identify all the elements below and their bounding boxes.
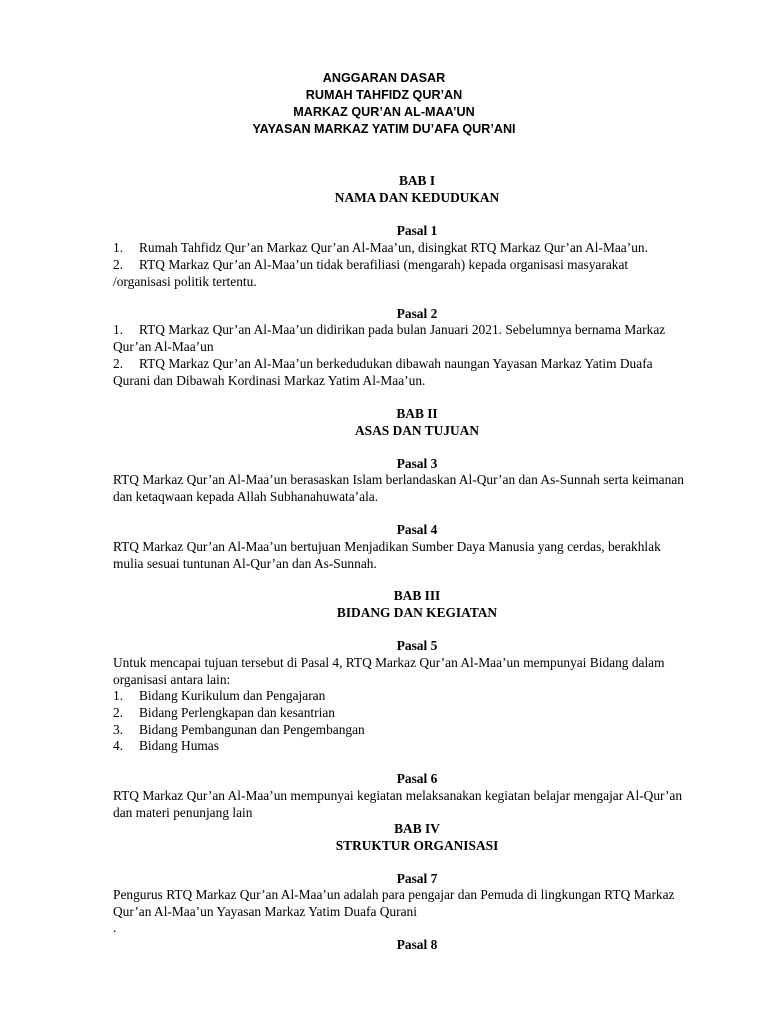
list-number: 3. xyxy=(113,722,124,737)
chapter-subtitle: ASAS DAN TUJUAN xyxy=(354,423,479,438)
paragraph-line: Qurani dan Dibawah Kordinasi Markaz Yatim Al-Maa’un. xyxy=(113,373,426,388)
article-title: Pasal 8 xyxy=(396,937,438,952)
list-number: 1. xyxy=(113,688,124,703)
header-title-line: ANGGARAN DASAR xyxy=(322,71,446,85)
article-title: Pasal 6 xyxy=(396,771,438,786)
list-number: 2. xyxy=(113,356,124,371)
header-title-line: MARKAZ QUR’AN AL-MAA’UN xyxy=(293,105,475,119)
list-text: Bidang Humas xyxy=(139,738,219,753)
list-text: RTQ Markaz Qur’an Al-Maa’un didirikan pada bulan Januari 2021. Sebelumnya bernama Markaz xyxy=(139,322,666,337)
list-item xyxy=(113,722,365,739)
paragraph-line: Untuk mencapai tujuan tersebut di Pasal 4, RTQ Markaz Qur’an Al-Maa’un mempunyai Bidang dalam xyxy=(113,655,665,670)
list-item xyxy=(113,257,628,274)
list-number: 2. xyxy=(113,257,124,272)
paragraph-line: RTQ Markaz Qur’an Al-Maa’un mempunyai kegiatan melaksanakan kegiatan belajar mengajar Al-Qur’an xyxy=(113,788,683,803)
paragraph-line: dan ketaqwaan kepada Allah Subhanahuwata’ala. xyxy=(113,489,379,504)
chapter-title: BAB II xyxy=(396,406,438,421)
article-title: Pasal 1 xyxy=(396,223,438,238)
paragraph-line: Qur’an Al-Maa’un Yayasan Markaz Yatim Duafa Qurani xyxy=(113,904,417,919)
paragraph-line: dan materi penunjang lain xyxy=(113,805,253,820)
list-text: Rumah Tahfidz Qur’an Markaz Qur’an Al-Maa’un, disingkat RTQ Markaz Qur’an Al-Maa’un. xyxy=(139,240,648,255)
chapter-title: BAB III xyxy=(393,588,441,603)
paragraph-line: RTQ Markaz Qur’an Al-Maa’un berasaskan Islam berlandaskan Al-Qur’an dan As-Sunnah serta keimanan xyxy=(113,472,684,487)
article-title: Pasal 2 xyxy=(396,306,438,321)
paragraph-line: organisasi antara lain: xyxy=(113,672,231,687)
chapter-title: BAB I xyxy=(398,173,436,188)
header-title-line: YAYASAN MARKAZ YATIM DU’AFA QUR’ANI xyxy=(252,122,516,136)
list-number: 2. xyxy=(113,705,124,720)
list-text: Bidang Perlengkapan dan kesantrian xyxy=(139,705,335,720)
list-item xyxy=(113,705,335,722)
list-number: 1. xyxy=(113,240,124,255)
list-number: 4. xyxy=(113,738,124,753)
chapter-subtitle: STRUKTUR ORGANISASI xyxy=(335,838,499,853)
header-title-line: RUMAH TAHFIDZ QUR’AN xyxy=(305,88,463,102)
paragraph-line: Pengurus RTQ Markaz Qur’an Al-Maa’un adalah para pengajar dan Pemuda di lingkungan RTQ Markaz xyxy=(113,887,675,902)
list-text: RTQ Markaz Qur’an Al-Maa’un berkedudukan dibawah naungan Yayasan Markaz Yatim Duafa xyxy=(139,356,653,371)
chapter-subtitle: BIDANG DAN KEGIATAN xyxy=(336,605,498,620)
list-item xyxy=(113,688,325,705)
document-header xyxy=(0,70,768,138)
chapter-subtitle: NAMA DAN KEDUDUKAN xyxy=(334,190,500,205)
paragraph-line: mulia sesuai tuntunan Al-Qur’an dan As-Sunnah. xyxy=(113,556,377,571)
paragraph-line: . xyxy=(113,920,117,935)
list-item xyxy=(113,240,648,257)
chapter-title: BAB IV xyxy=(394,821,440,836)
list-text: RTQ Markaz Qur’an Al-Maa’un tidak berafiliasi (mengarah) kepada organisasi masyarakat xyxy=(139,257,629,272)
article-title: Pasal 4 xyxy=(396,522,438,537)
paragraph-line: RTQ Markaz Qur’an Al-Maa’un bertujuan Menjadikan Sumber Daya Manusia yang cerdas, berakhlak xyxy=(113,539,661,554)
list-item xyxy=(113,322,665,339)
list-item xyxy=(113,356,653,373)
paragraph-line: /organisasi politik tertentu. xyxy=(113,274,257,289)
list-text: Bidang Kurikulum dan Pengajaran xyxy=(139,688,326,703)
paragraph-line: Qur’an Al-Maa’un xyxy=(113,339,214,354)
list-number: 1. xyxy=(113,322,124,337)
list-item xyxy=(113,738,219,755)
list-text: Bidang Pembangunan dan Pengembangan xyxy=(139,722,365,737)
article-title: Pasal 5 xyxy=(396,638,438,653)
article-title: Pasal 7 xyxy=(396,871,438,886)
article-title: Pasal 3 xyxy=(396,456,438,471)
